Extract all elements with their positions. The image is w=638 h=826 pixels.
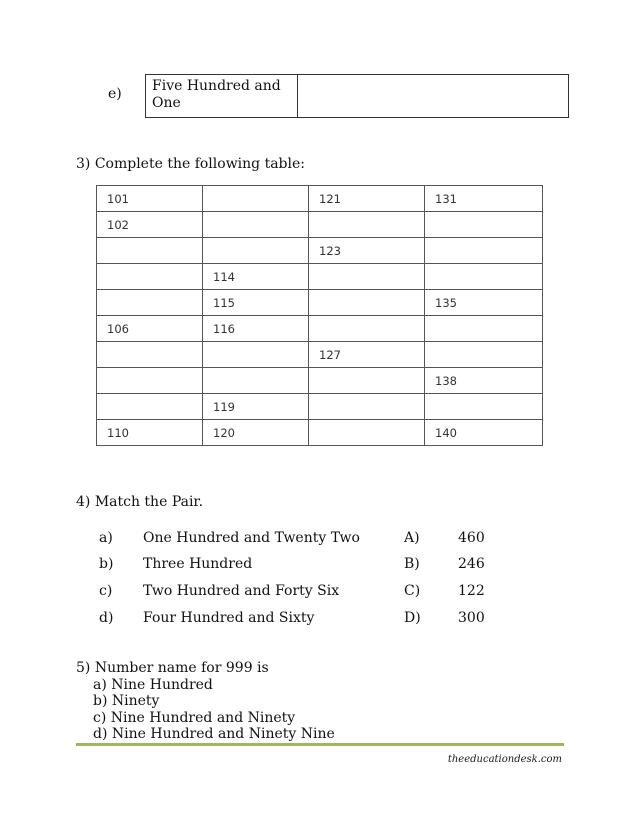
table-cell[interactable] <box>203 368 309 394</box>
table-cell: 127 <box>309 342 425 368</box>
match-text: Two Hundred and Forty Six <box>143 583 340 599</box>
table-cell[interactable] <box>425 212 543 238</box>
match-text: Three Hundred <box>143 556 253 572</box>
match-row <box>0 530 638 550</box>
table-cell: 116 <box>203 316 309 342</box>
table-cell[interactable] <box>97 394 203 420</box>
table-cell[interactable] <box>425 394 543 420</box>
table-cell: 138 <box>425 368 543 394</box>
table-cell[interactable] <box>97 342 203 368</box>
q5-option-b: b) Ninety <box>93 693 160 709</box>
q5-block <box>76 660 335 743</box>
table-cell: 135 <box>425 290 543 316</box>
table-cell: 102 <box>97 212 203 238</box>
table-cell[interactable] <box>309 420 425 446</box>
table-cell: 140 <box>425 420 543 446</box>
item-e-table <box>145 74 569 118</box>
table-cell[interactable] <box>309 290 425 316</box>
table-cell: 123 <box>309 238 425 264</box>
table-cell: 121 <box>309 186 425 212</box>
match-letter: d) <box>99 610 114 626</box>
table-cell[interactable] <box>309 394 425 420</box>
number-table <box>96 185 543 446</box>
table-cell[interactable] <box>309 264 425 290</box>
table-row <box>97 394 543 420</box>
match-text: One Hundred and Twenty Two <box>143 530 360 546</box>
table-cell: 131 <box>425 186 543 212</box>
table-row <box>97 342 543 368</box>
match-value: 122 <box>458 583 485 599</box>
table-cell: 119 <box>203 394 309 420</box>
item-e-answer-cell[interactable] <box>298 75 568 117</box>
table-cell[interactable] <box>203 342 309 368</box>
table-cell[interactable] <box>309 212 425 238</box>
table-cell: 101 <box>97 186 203 212</box>
match-text: Four Hundred and Sixty <box>143 610 315 626</box>
q5-option-a: a) Nine Hundred <box>93 676 213 693</box>
match-row <box>0 583 638 603</box>
table-cell: 120 <box>203 420 309 446</box>
match-value: 460 <box>458 530 485 546</box>
table-cell[interactable] <box>203 238 309 264</box>
table-row <box>97 186 543 212</box>
match-option: B) <box>404 556 420 572</box>
table-cell[interactable] <box>203 212 309 238</box>
table-cell[interactable] <box>425 316 543 342</box>
item-e-text-line1: Five Hundred and <box>152 78 281 94</box>
q5-heading: 5) Number name for 999 is <box>76 660 269 676</box>
table-row <box>97 290 543 316</box>
match-letter: c) <box>99 583 113 599</box>
table-row <box>97 420 543 446</box>
match-row <box>0 556 638 576</box>
footer-rule <box>76 743 564 746</box>
item-e-text-line2: One <box>152 95 181 111</box>
table-row <box>97 212 543 238</box>
table-cell[interactable] <box>425 238 543 264</box>
table-row <box>97 238 543 264</box>
match-value: 300 <box>458 610 485 626</box>
table-cell[interactable] <box>309 316 425 342</box>
table-cell: 106 <box>97 316 203 342</box>
q5-option-c: c) Nine Hundred and Ninety <box>93 709 296 726</box>
table-cell[interactable] <box>97 264 203 290</box>
footer-site: theeducationdesk.com <box>447 754 562 765</box>
item-e-number-name <box>146 75 298 117</box>
table-cell: 115 <box>203 290 309 316</box>
table-cell[interactable] <box>97 238 203 264</box>
q3-heading: 3) Complete the following table: <box>76 156 305 172</box>
match-row <box>0 610 638 630</box>
q4-heading: 4) Match the Pair. <box>76 494 204 510</box>
table-row <box>97 368 543 394</box>
match-option: A) <box>404 530 420 546</box>
match-option: D) <box>404 610 421 626</box>
table-cell: 114 <box>203 264 309 290</box>
item-e-label: e) <box>108 86 122 102</box>
table-row <box>97 264 543 290</box>
table-cell[interactable] <box>425 264 543 290</box>
q5-option-d: d) Nine Hundred and Ninety Nine <box>93 726 335 742</box>
table-cell: 110 <box>97 420 203 446</box>
match-letter: a) <box>99 530 113 546</box>
table-cell[interactable] <box>309 368 425 394</box>
table-cell[interactable] <box>425 342 543 368</box>
match-letter: b) <box>99 556 114 572</box>
table-cell[interactable] <box>97 290 203 316</box>
match-option: C) <box>404 583 421 599</box>
match-value: 246 <box>458 556 485 572</box>
table-cell[interactable] <box>97 368 203 394</box>
table-cell[interactable] <box>203 186 309 212</box>
table-row <box>97 316 543 342</box>
